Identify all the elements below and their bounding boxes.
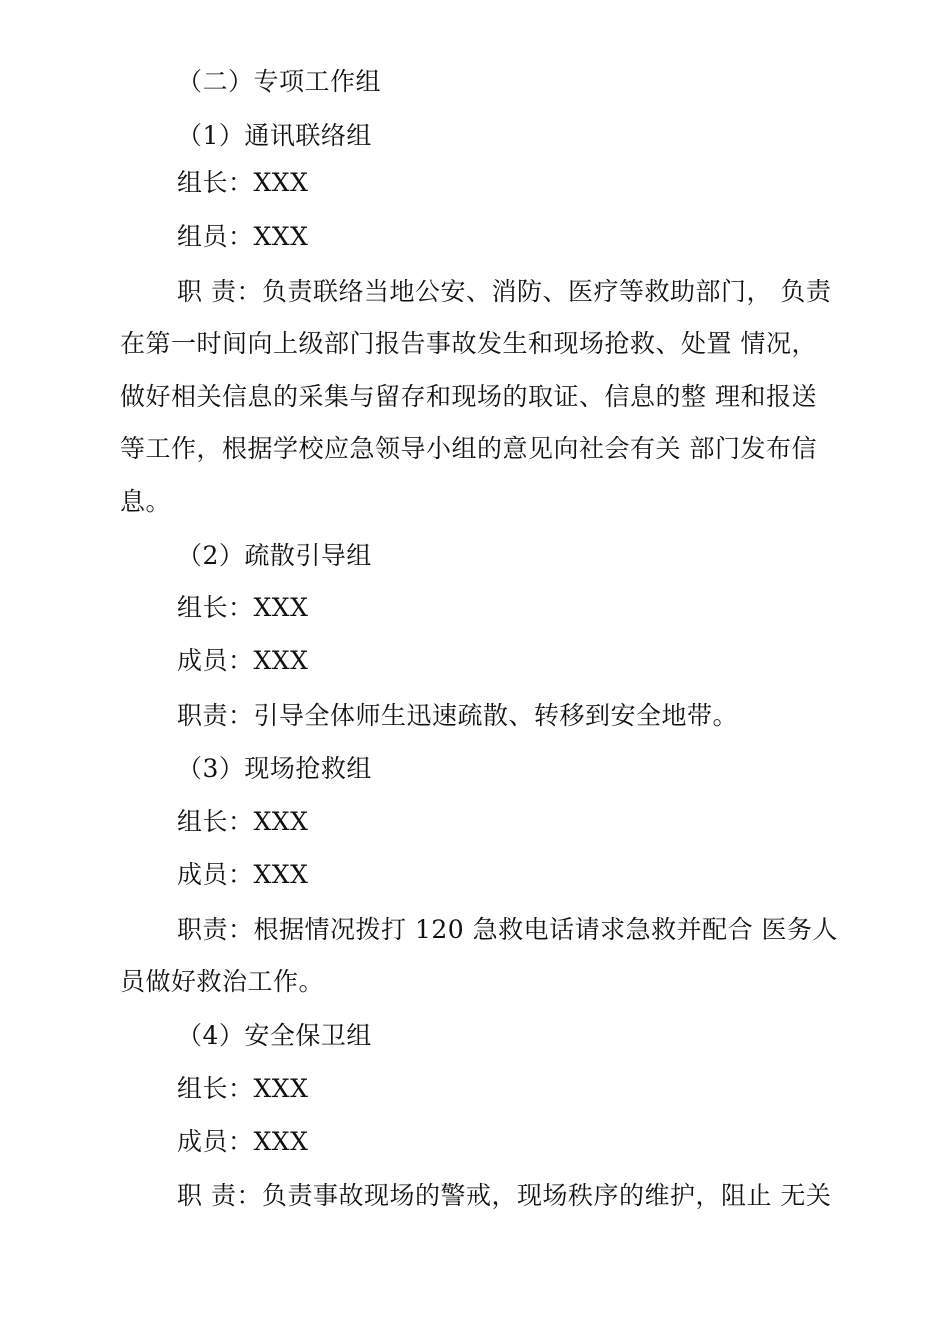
- duty-line: 做好相关信息的采集与留存和现场的取证、信息的整 理和报送: [120, 382, 817, 411]
- duty-line: 职 责：负责事故现场的警戒，现场秩序的维护，阻止 无关: [177, 1181, 832, 1210]
- group-members: 成员：XXX: [177, 646, 309, 675]
- group-members: 成员：XXX: [177, 860, 309, 889]
- group-title: （4）安全保卫组: [177, 1021, 372, 1050]
- group-title: （3）现场抢救组: [177, 754, 372, 783]
- group-leader: 组长：XXX: [177, 807, 309, 836]
- duty-line: 职责：引导全体师生迅速疏散、转移到安全地带。: [177, 701, 739, 730]
- duty-line: 职责：根据情况拨打 120 急救电话请求急救并配合 医务人: [177, 915, 839, 944]
- section-heading: （二）专项工作组: [177, 67, 382, 96]
- duty-line: 在第一时间向上级部门报告事故发生和现场抢救、处置 情况，: [120, 329, 817, 358]
- group-members: 成员：XXX: [177, 1127, 309, 1156]
- group-title: （2）疏散引导组: [177, 541, 372, 570]
- group-members: 组员：XXX: [177, 222, 309, 251]
- group-title: （1）通讯联络组: [177, 121, 372, 150]
- group-leader: 组长：XXX: [177, 593, 309, 622]
- group-leader: 组长：XXX: [177, 1074, 309, 1103]
- duty-line: 员做好救治工作。: [120, 967, 325, 996]
- duty-line: 息。: [120, 487, 172, 516]
- group-leader: 组长：XXX: [177, 168, 309, 197]
- duty-line: 职 责：负责联络当地公安、消防、医疗等救助部门， 负责: [177, 277, 832, 306]
- duty-line: 等工作，根据学校应急领导小组的意见向社会有关 部门发布信: [120, 434, 817, 463]
